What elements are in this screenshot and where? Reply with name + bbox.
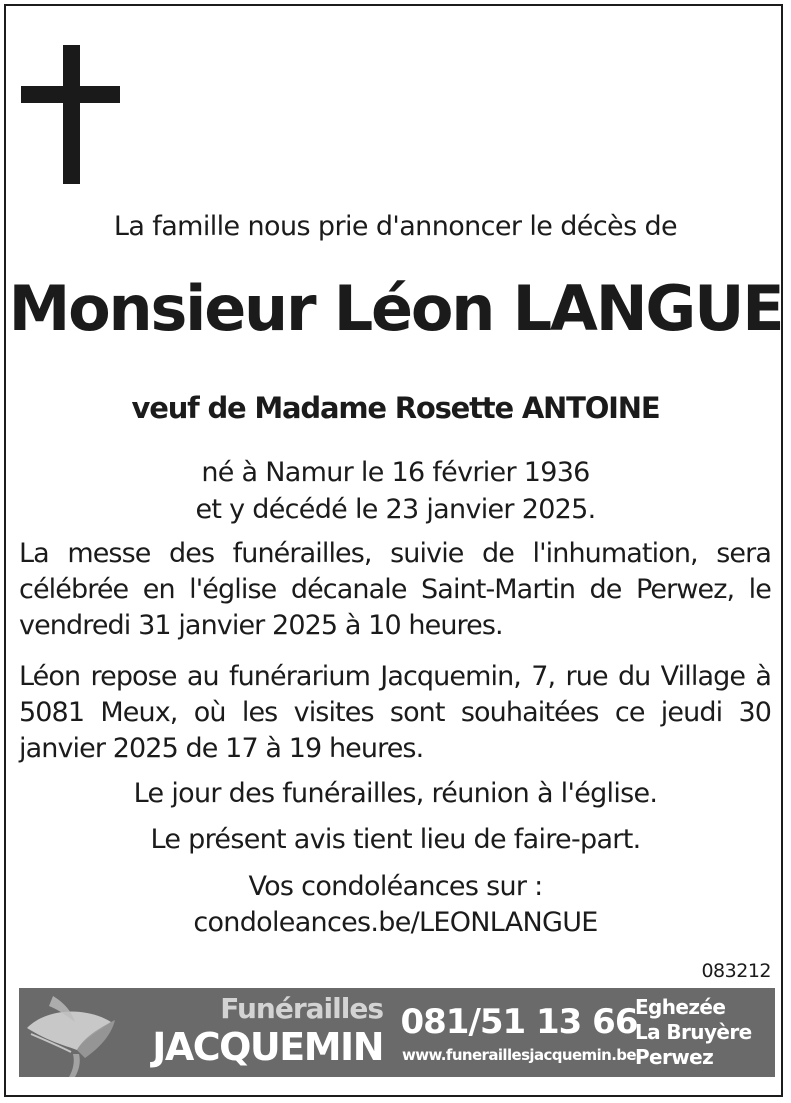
town-item: La Bruyère	[635, 1020, 752, 1044]
meeting-line: Le jour des funérailles, réunion à l'église.	[133, 778, 658, 809]
towns-list	[635, 995, 775, 1070]
relation-text: veuf de Madame Rosette ANTOINE	[131, 391, 660, 425]
brand-name: JACQUEMIN	[152, 1025, 383, 1069]
brand-top: Funérailles	[220, 992, 383, 1025]
death-line: et y décédé le 23 janvier 2025.	[195, 494, 596, 525]
birth-line: né à Namur le 16 février 1936	[201, 457, 590, 488]
reference-number: 083212	[701, 960, 771, 982]
birth-death-block	[0, 454, 791, 528]
condolences-link[interactable]: condoleances.be/LEONLANGUE	[193, 907, 598, 938]
town-item: Eghezée	[635, 995, 726, 1019]
condolences-label: Vos condoléances sur :	[248, 871, 543, 902]
intro-text: La famille nous prie d'annoncer le décès de	[113, 211, 678, 242]
notice-line: Le présent avis tient lieu de faire-part.	[150, 824, 641, 855]
website-link[interactable]: www.funeraillesjacquemin.be	[401, 1046, 637, 1064]
condolences-block	[0, 869, 791, 941]
phone-number[interactable]: 081/51 13 66	[400, 1002, 638, 1042]
funeral-home-banner	[19, 988, 775, 1077]
deceased-name: Monsieur Léon LANGUE	[8, 272, 783, 345]
funeral-paragraph: La messe des funérailles, suivie de l'inhumation, sera célébrée en l'église décanale Saint-Martin de Perwez, le vendredi 31 janvier 2025 à 10 heures.	[19, 538, 771, 641]
visit-paragraph: Léon repose au funérarium Jacquemin, 7, rue du Village à 5081 Meux, où les visites sont souhaitées ce jeudi 30 janvier 2025 de 17 à 19 heures.	[19, 661, 771, 764]
town-item: Perwez	[635, 1045, 714, 1069]
